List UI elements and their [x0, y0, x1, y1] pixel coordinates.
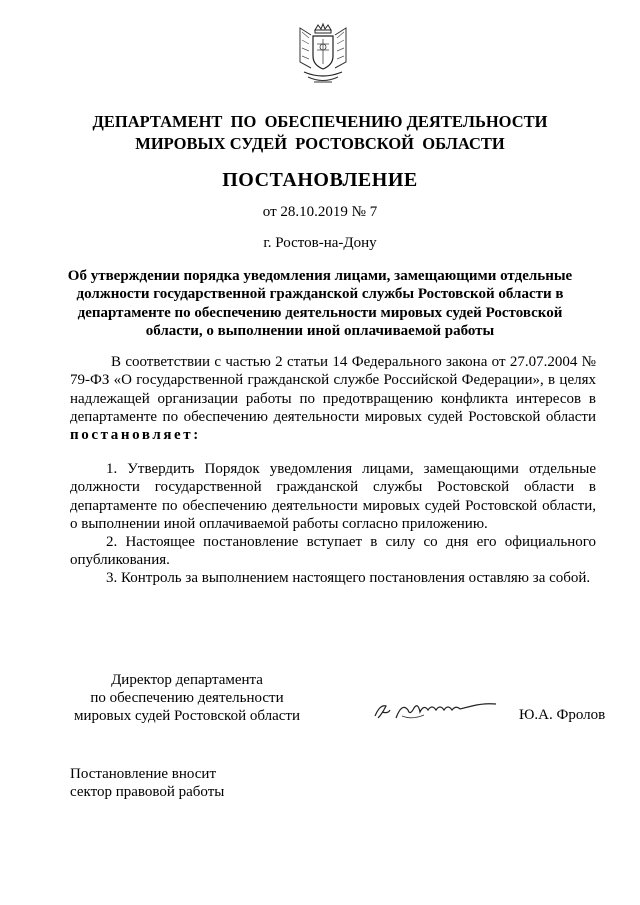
document-city: г. Ростов-на-Дону — [263, 235, 377, 251]
signer-position-line: Директор департамента — [111, 672, 263, 688]
department-name-line-2: МИРОВЫХ СУДЕЙ РОСТОВСКОЙ ОБЛАСТИ — [135, 134, 505, 153]
resolution-item: 3. Контроль за выполнением настоящего постановления оставляю за собой. — [106, 570, 591, 586]
preamble-text: В соответствии с частью 2 статьи 14 Федерального закона от 27.07.2004 № 79-ФЗ «О государственной гражданской службе Российской Федерации», в целях надлежащей организации работы по предотвращению конфликта интересов в департаменте по обеспечению деятельности мировых судей Ростовской области — [70, 354, 596, 425]
document-type-title: ПОСТАНОВЛЕНИЕ — [222, 169, 418, 191]
resolves-keyword: постановляет: — [70, 427, 201, 444]
document-subject: Об утверждении порядка уведомления лицами, замещающими отдельные должности государственной гражданской службы Ростовской области в департаменте по обеспечению деятельности мировых судей Ростовской области, о выполнении иной оплачиваемой работы — [67, 268, 573, 339]
document-footer — [70, 765, 224, 801]
signer-position — [60, 671, 314, 725]
signer-position-line: по обеспечению деятельности — [90, 690, 284, 706]
signer-name: Ю.А. Фролов — [519, 707, 606, 723]
department-name-line-1: ДЕПАРТАМЕНТ ПО ОБЕСПЕЧЕНИЮ ДЕЯТЕЛЬНОСТИ — [92, 112, 548, 131]
footer-line: Постановление вносит — [70, 766, 217, 782]
rostov-oblast-coat-of-arms-icon — [296, 22, 350, 88]
preamble-paragraph — [70, 353, 596, 444]
footer-line: сектор правовой работы — [70, 784, 225, 800]
resolution-item: 2. Настоящее постановление вступает в силу со дня его официального опубликования. — [70, 534, 596, 569]
document-date-number: от 28.10.2019 № 7 — [262, 204, 378, 220]
signer-position-line: мировых судей Ростовской области — [74, 708, 300, 724]
resolution-item: 1. Утвердить Порядок уведомления лицами, замещающими отдельные должности государственной гражданской службы Ростовской области в департаменте по обеспечению деятельности мировых судей Ростовской области, о выполнении иной оплачиваемой работы согласно приложению. — [70, 461, 596, 532]
handwritten-signature-icon — [372, 694, 500, 724]
